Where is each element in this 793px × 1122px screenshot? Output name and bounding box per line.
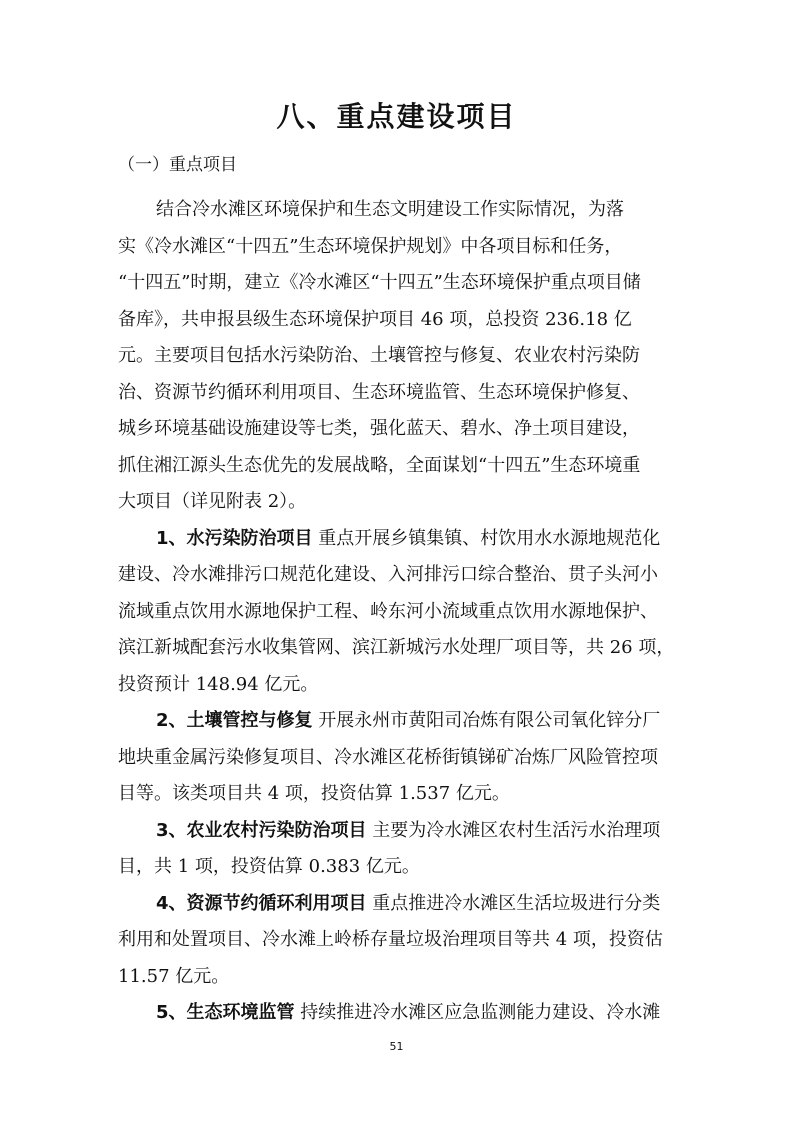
intro-line: 大项目（详见附表 2）。 [118, 491, 307, 512]
item-heading: 1、水污染防治项目 [156, 527, 313, 549]
item-text: 持续推进冷水滩区应急监测能力建设、冷水滩 [294, 1002, 661, 1023]
item-line: 流域重点饮用水源地保护工程、岭东河小流域重点饮用水源地保护、 [118, 600, 658, 622]
item-heading: 5、生态环境监管 [156, 1002, 295, 1023]
item-line: 11.57 亿元。 [118, 965, 230, 987]
intro-line: 治、资源节约循环利用项目、生态环境监管、生态环境保护修复、 [118, 381, 640, 403]
item-text: 重点开展乡镇集镇、村饮用水水源地规范化 [312, 527, 661, 549]
item-line: 目，共 1 项，投资估算 0.383 亿元。 [118, 856, 420, 877]
item-line: 利用和处置项目、冷水滩上岭桥存量垃圾治理项目等共 4 项，投资估 [118, 929, 663, 950]
page-number: 51 [389, 1040, 404, 1053]
item-text: 开展永州市黄阳司冶炼有限公司氧化锌分厂 [312, 710, 661, 731]
intro-line: 实《冷水滩区“十四五”生态环境保护规划》中各项目标和任务， [118, 235, 623, 257]
intro-line: 结合冷水滩区环境保护和生态文明建设工作实际情况，为落 [156, 199, 624, 220]
intro-line: 备库》，共申报县级生态环境保护项目 46 项，总投资 236.18 亿 [118, 308, 632, 330]
body-text [118, 192, 688, 1032]
intro-line: 元。主要项目包括水污染防治、土壤管控与修复、农业农村污染防 [118, 345, 640, 366]
item-line: 目等。该类项目共 4 项，投资估算 1.537 亿元。 [118, 783, 510, 804]
intro-line: “十四五”时期，建立《冷水滩区“十四五”生态环境保护重点项目储 [118, 272, 641, 293]
intro-line: 城乡环境基础设施建设等七类，强化蓝天、碧水、净土项目建设， [118, 418, 640, 439]
item-heading: 2、土壤管控与修复 [156, 710, 313, 731]
item-paragraph-first-line [118, 521, 688, 558]
item-heading: 3、农业农村污染防治项目 [156, 819, 367, 841]
item-line: 投资预计 148.94 亿元。 [118, 673, 319, 695]
item-text: 主要为冷水滩区农村生活污水治理项 [366, 819, 661, 841]
item-heading: 4、资源节约循环利用项目 [156, 892, 367, 914]
intro-line: 抓住湘江源头生态优先的发展战略，全面谋划“十四五”生态环境重 [118, 454, 641, 476]
item-line: 地块重金属污染修复项目、冷水滩区花桥街镇锑矿冶炼厂风险管控项 [118, 746, 658, 768]
item-line: 滨江新城配套污水收集管网、滨江新城污水处理厂项目等，共 26 项， [118, 637, 675, 658]
section-subhead: （一）重点项目 [118, 155, 237, 175]
page-title: 八、重点建设项目 [276, 100, 517, 133]
item-paragraph-first-line [118, 995, 688, 1032]
item-text: 重点推进冷水滩区生活垃圾进行分类 [366, 892, 661, 914]
item-paragraph-first-line [118, 813, 688, 850]
item-line: 建设、冷水滩排污口规范化建设、入河排污口综合整治、贯子头河小 [118, 564, 658, 585]
item-paragraph-first-line [118, 886, 688, 923]
item-paragraph-first-line [118, 703, 688, 740]
